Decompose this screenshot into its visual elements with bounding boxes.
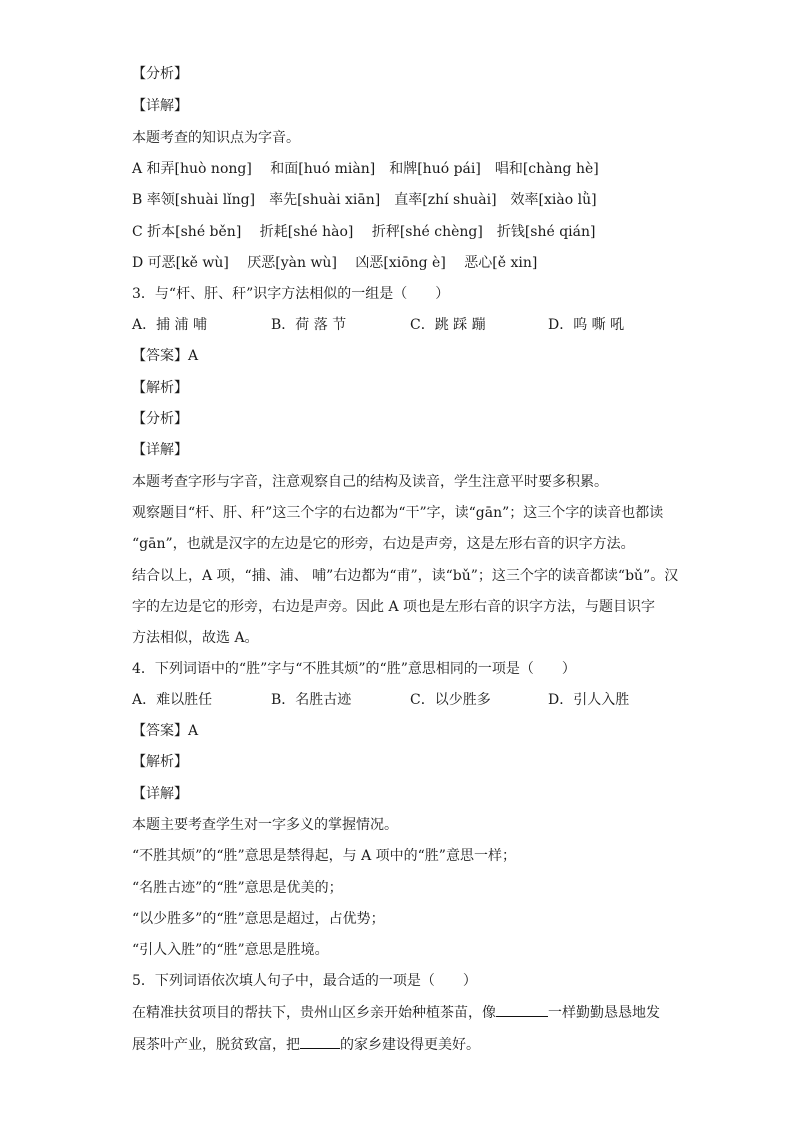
option-d: D．呜 嘶 吼 — [548, 317, 625, 333]
option-a: A．捕 浦 哺 — [132, 317, 208, 333]
paragraph: “以少胜多”的“胜”意思是超过，占优势； — [132, 911, 385, 927]
option-a: A．难以胜任 — [132, 692, 213, 708]
pinyin-row-b: B 率领[shuài lǐng] 率先[shuài xiān] 直率[zhí shuài] 效率[xiào lǜ] — [132, 192, 597, 208]
paragraph: “gān”，也就是汉字的左边是它的形旁，右边是声旁，这是左形右音的识字方法。 — [132, 536, 635, 552]
paragraph: 观察题目“杆、肝、秆”这三个字的右边都为“干”字，读“gān”；这三个字的读音也都读 — [132, 505, 664, 521]
paragraph: “名胜古迹”的“胜”意思是优美的； — [132, 880, 343, 896]
paragraph: 本题考查字形与字音，注意观察自己的结构及读音，学生注意平时要多积累。 — [132, 474, 608, 490]
paragraph: “引人入胜”的“胜”意思是胜境。 — [132, 942, 329, 958]
paragraph: 方法相似，故选 A。 — [132, 630, 259, 646]
option-d: D．引人入胜 — [548, 692, 630, 708]
option-c: C．跳 踩 蹦 — [410, 317, 486, 333]
section-heading-analysis: 【分析】 — [132, 66, 188, 82]
sentence-text: 一样勤勤恳恳地发 — [548, 1005, 660, 1021]
section-heading-detail: 【详解】 — [132, 442, 188, 458]
paragraph: 结合以上，A 项，“捕、浦、 哺”右边都为“甫”，读“bǔ”；这三个字的读音都读“bǔ”。汉 — [132, 568, 679, 584]
fill-blank-2 — [300, 1034, 340, 1049]
question-5-sentence-line-1 — [132, 1002, 672, 1023]
question-4-stem: 4．下列词语中的“胜”字与“不胜其烦”的“胜”意思相同的一项是（ ） — [132, 661, 576, 677]
pinyin-row-d: D 可恶[kě wù] 厌恶[yàn wù] 凶恶[xiōng è] 恶心[ě xin] — [132, 255, 538, 271]
question-3-stem: 3．与“杆、肝、秆”识字方法相似的一组是（ ） — [132, 286, 450, 302]
option-b: B．名胜古迹 — [271, 692, 352, 708]
sentence-text: 在精准扶贫项目的帮扶下，贵州山区乡亲开始种植茶苗，像 — [132, 1005, 496, 1021]
pinyin-row-a: A 和弄[huò nong] 和面[huó miàn] 和牌[huó pái] 唱和[chàng hè] — [132, 161, 599, 177]
answer-label: 【答案】A — [132, 723, 199, 739]
sentence-text: 展茶叶产业，脱贫致富，把 — [132, 1037, 300, 1053]
paragraph: 字的左边是它的形旁，右边是声旁。因此 A 项也是左形右音的识字方法，与题目识字 — [132, 599, 656, 615]
paragraph: 本题主要考查学生对一字多义的掌握情况。 — [132, 817, 398, 833]
section-heading-analysis: 【分析】 — [132, 411, 188, 427]
pinyin-row-c: C 折本[shé běn] 折耗[shé hào] 折秤[shé chèng] 折钱[shé qián] — [132, 224, 596, 240]
question-4-options — [132, 690, 672, 710]
option-c: C．以少胜多 — [410, 692, 491, 708]
option-b: B．荷 落 节 — [271, 317, 347, 333]
section-heading-explanation: 【解析】 — [132, 380, 188, 396]
question-5-sentence-line-2 — [132, 1034, 672, 1055]
paragraph: 本题考查的知识点为字音。 — [132, 130, 300, 146]
question-5-stem: 5．下列词语依次填人句子中，最合适的一项是（ ） — [132, 973, 477, 989]
answer-label: 【答案】A — [132, 348, 199, 364]
section-heading-explanation: 【解析】 — [132, 754, 188, 770]
fill-blank-1 — [496, 1002, 548, 1017]
section-heading-detail: 【详解】 — [132, 786, 188, 802]
question-3-options — [132, 315, 672, 335]
sentence-text: 的家乡建设得更美好。 — [340, 1037, 480, 1053]
paragraph: “不胜其烦”的“胜”意思是禁得起，与 A 项中的“胜”意思一样； — [132, 848, 516, 864]
section-heading-detail: 【详解】 — [132, 98, 188, 114]
